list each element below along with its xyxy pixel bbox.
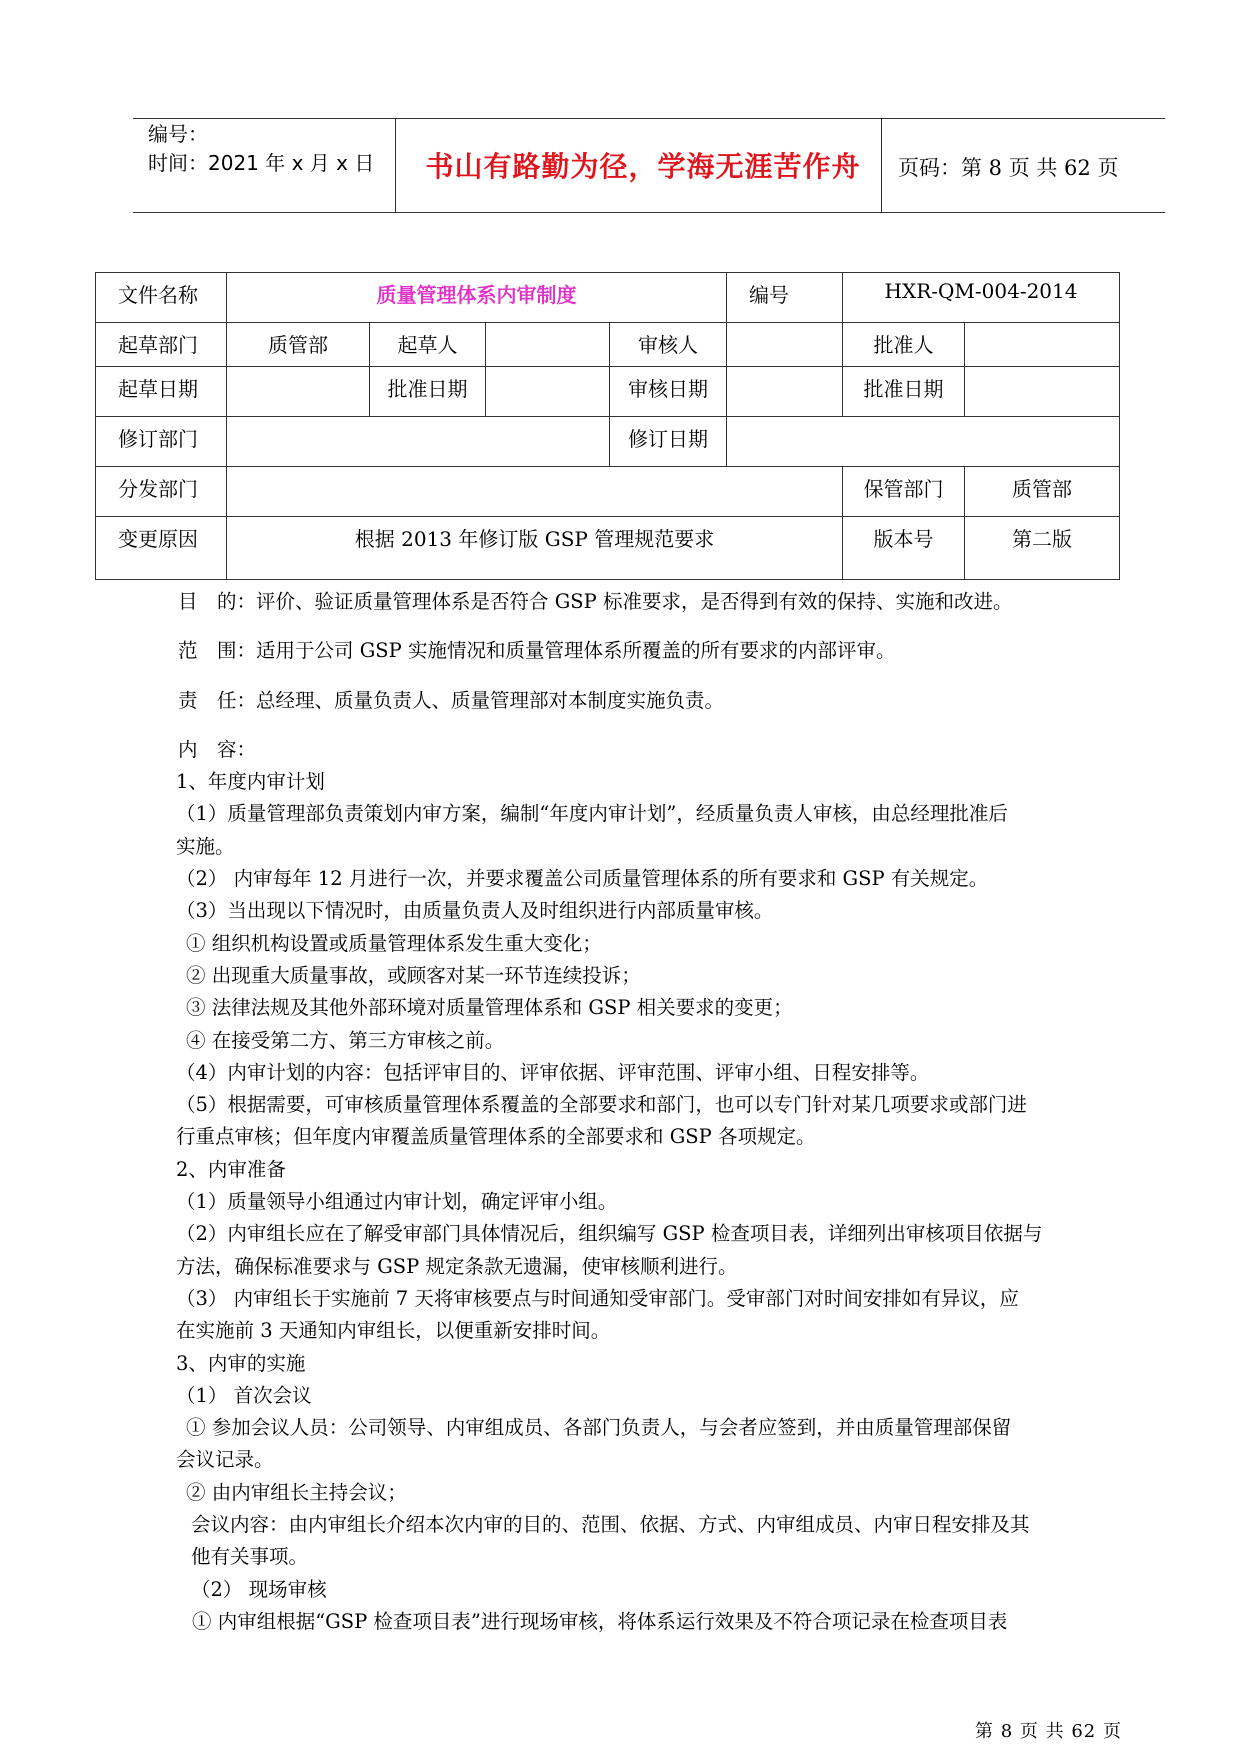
body-line: ② 由内审组长主持会议； bbox=[186, 1480, 407, 1504]
drafter-value bbox=[486, 323, 610, 367]
body-line: 2、内审准备 bbox=[176, 1157, 286, 1181]
page-footer: 第 8 页 共 62 页 bbox=[975, 1721, 1122, 1742]
header-bottom-rule bbox=[133, 212, 1165, 213]
body-line: 3、内审的实施 bbox=[176, 1351, 306, 1375]
review-date-value bbox=[727, 367, 843, 417]
body-line: （2）内审组长应在了解受审部门具体情况后，组织编写 GSP 检查项目表，详细列出审核项目依据与 bbox=[176, 1222, 1043, 1246]
change-reason-label: 变更原因 bbox=[96, 517, 227, 580]
document-body bbox=[178, 586, 1128, 1638]
document-info-table bbox=[95, 272, 1120, 580]
body-line: （3）当出现以下情况时，由质量负责人及时组织进行内部质量审核。 bbox=[176, 899, 774, 923]
dist-dept-label: 分发部门 bbox=[96, 467, 227, 517]
revise-dept-label: 修订部门 bbox=[96, 417, 227, 467]
header-time: 时间：2021 年 x 月 x 日 bbox=[148, 151, 375, 175]
header-top-rule bbox=[133, 118, 1165, 119]
file-name-value: 质量管理体系内审制度 bbox=[227, 273, 727, 323]
body-line: （2） 内审每年 12 月进行一次，并要求覆盖公司质量管理体系的所有要求和 GSP 有关规定。 bbox=[176, 867, 989, 891]
body-line: ④ 在接受第二方、第三方审核之前。 bbox=[186, 1028, 505, 1052]
body-line: （4）内审计划的内容：包括评审目的、评审依据、评审范围、评审小组、日程安排等。 bbox=[176, 1060, 930, 1084]
purpose-paragraph: 目 的：评价、验证质量管理体系是否符合 GSP 标准要求，是否得到有效的保持、实施和改进。 bbox=[178, 590, 1013, 613]
header-motto: 书山有路勤为径，学海无涯苦作舟 bbox=[425, 150, 861, 183]
reviewer-label: 审核人 bbox=[610, 323, 727, 367]
table-row bbox=[96, 367, 1120, 417]
keep-dept-label: 保管部门 bbox=[843, 467, 965, 517]
body-line: 实施。 bbox=[176, 834, 235, 858]
content-label: 内 容： bbox=[178, 737, 257, 761]
revise-date-value bbox=[727, 417, 1120, 467]
review-date-label: 审核日期 bbox=[610, 367, 727, 417]
version-label: 版本号 bbox=[843, 517, 965, 580]
version-value: 第二版 bbox=[965, 517, 1120, 580]
body-line: ① 组织机构设置或质量管理体系发生重大变化； bbox=[186, 931, 602, 955]
file-name-label: 文件名称 bbox=[96, 273, 227, 323]
table-row bbox=[96, 417, 1120, 467]
body-line: ① 内审组根据“GSP 检查项目表”进行现场审核，将体系运行效果及不符合项记录在检查项目表 bbox=[192, 1609, 1008, 1633]
body-line: ② 出现重大质量事故，或顾客对某一环节连续投诉； bbox=[186, 963, 641, 987]
draft-dept-value: 质管部 bbox=[227, 323, 370, 367]
change-reason-value: 根据 2013 年修订版 GSP 管理规范要求 bbox=[227, 517, 843, 580]
revise-date-label: 修订日期 bbox=[610, 417, 727, 467]
body-line: （1） 首次会议 bbox=[176, 1383, 312, 1407]
responsibility-paragraph: 责 任：总经理、质量负责人、质量管理部对本制度实施负责。 bbox=[178, 688, 725, 712]
table-row bbox=[96, 517, 1120, 580]
body-line: 会议内容：由内审组长介绍本次内审的目的、范围、依据、方式、内审组成员、内审日程安排及其 bbox=[191, 1513, 1030, 1537]
dist-dept-value bbox=[227, 467, 843, 517]
approver-label: 批准人 bbox=[843, 323, 965, 367]
header-page-info: 页码：第 8 页 共 62 页 bbox=[898, 156, 1119, 180]
header-number-label: 编号： bbox=[148, 122, 208, 146]
approve-date-label: 批准日期 bbox=[370, 367, 486, 417]
drafter-label: 起草人 bbox=[370, 323, 486, 367]
body-line: 在实施前 3 天通知内审组长，以便重新安排时间。 bbox=[176, 1319, 611, 1343]
body-line: （1）质量领导小组通过内审计划，确定评审小组。 bbox=[176, 1190, 618, 1214]
body-line: ① 参加会议人员：公司领导、内审组成员、各部门负责人，与会者应签到，并由质量管理部保留 bbox=[186, 1416, 1012, 1440]
approve-date-label-2: 批准日期 bbox=[843, 367, 965, 417]
table-row bbox=[96, 273, 1120, 323]
body-line: （3） 内审组长于实施前 7 天将审核要点与时间通知受审部门。受审部门对时间安排如有异议，应 bbox=[176, 1286, 1019, 1310]
body-line: 行重点审核；但年度内审覆盖质量管理体系的全部要求和 GSP 各项规定。 bbox=[176, 1125, 816, 1149]
approve-date-value-2 bbox=[965, 367, 1120, 417]
draft-date-value bbox=[227, 367, 370, 417]
reviewer-value bbox=[727, 323, 843, 367]
scope-paragraph: 范 围：适用于公司 GSP 实施情况和质量管理体系所覆盖的所有要求的内部评审。 bbox=[178, 639, 896, 663]
draft-dept-label: 起草部门 bbox=[96, 323, 227, 367]
approve-date-value bbox=[486, 367, 610, 417]
approver-value bbox=[965, 323, 1120, 367]
header-meta bbox=[148, 120, 374, 178]
body-line: 他有关事项。 bbox=[191, 1545, 309, 1569]
body-line: ③ 法律法规及其他外部环境对质量管理体系和 GSP 相关要求的变更； bbox=[186, 996, 793, 1020]
body-line: （5）根据需要，可审核质量管理体系覆盖的全部要求和部门，也可以专门针对某几项要求或部门进 bbox=[176, 1093, 1027, 1117]
table-row bbox=[96, 323, 1120, 367]
keep-dept-value: 质管部 bbox=[965, 467, 1120, 517]
body-line: 方法，确保标准要求与 GSP 规定条款无遗漏，使审核顺利进行。 bbox=[176, 1254, 738, 1278]
number-value: HXR-QM-004-2014 bbox=[843, 273, 1120, 323]
revise-dept-value bbox=[227, 417, 610, 467]
body-line: （2） 现场审核 bbox=[191, 1577, 327, 1601]
table-row bbox=[96, 467, 1120, 517]
body-line: （1）质量管理部负责策划内审方案，编制“年度内审计划”，经质量负责人审核，由总经理批准后 bbox=[176, 802, 1008, 826]
body-line: 1、年度内审计划 bbox=[176, 770, 325, 794]
number-label: 编号 bbox=[727, 273, 843, 323]
header-divider-left bbox=[395, 118, 396, 213]
body-line: 会议记录。 bbox=[176, 1448, 274, 1472]
draft-date-label: 起草日期 bbox=[96, 367, 227, 417]
